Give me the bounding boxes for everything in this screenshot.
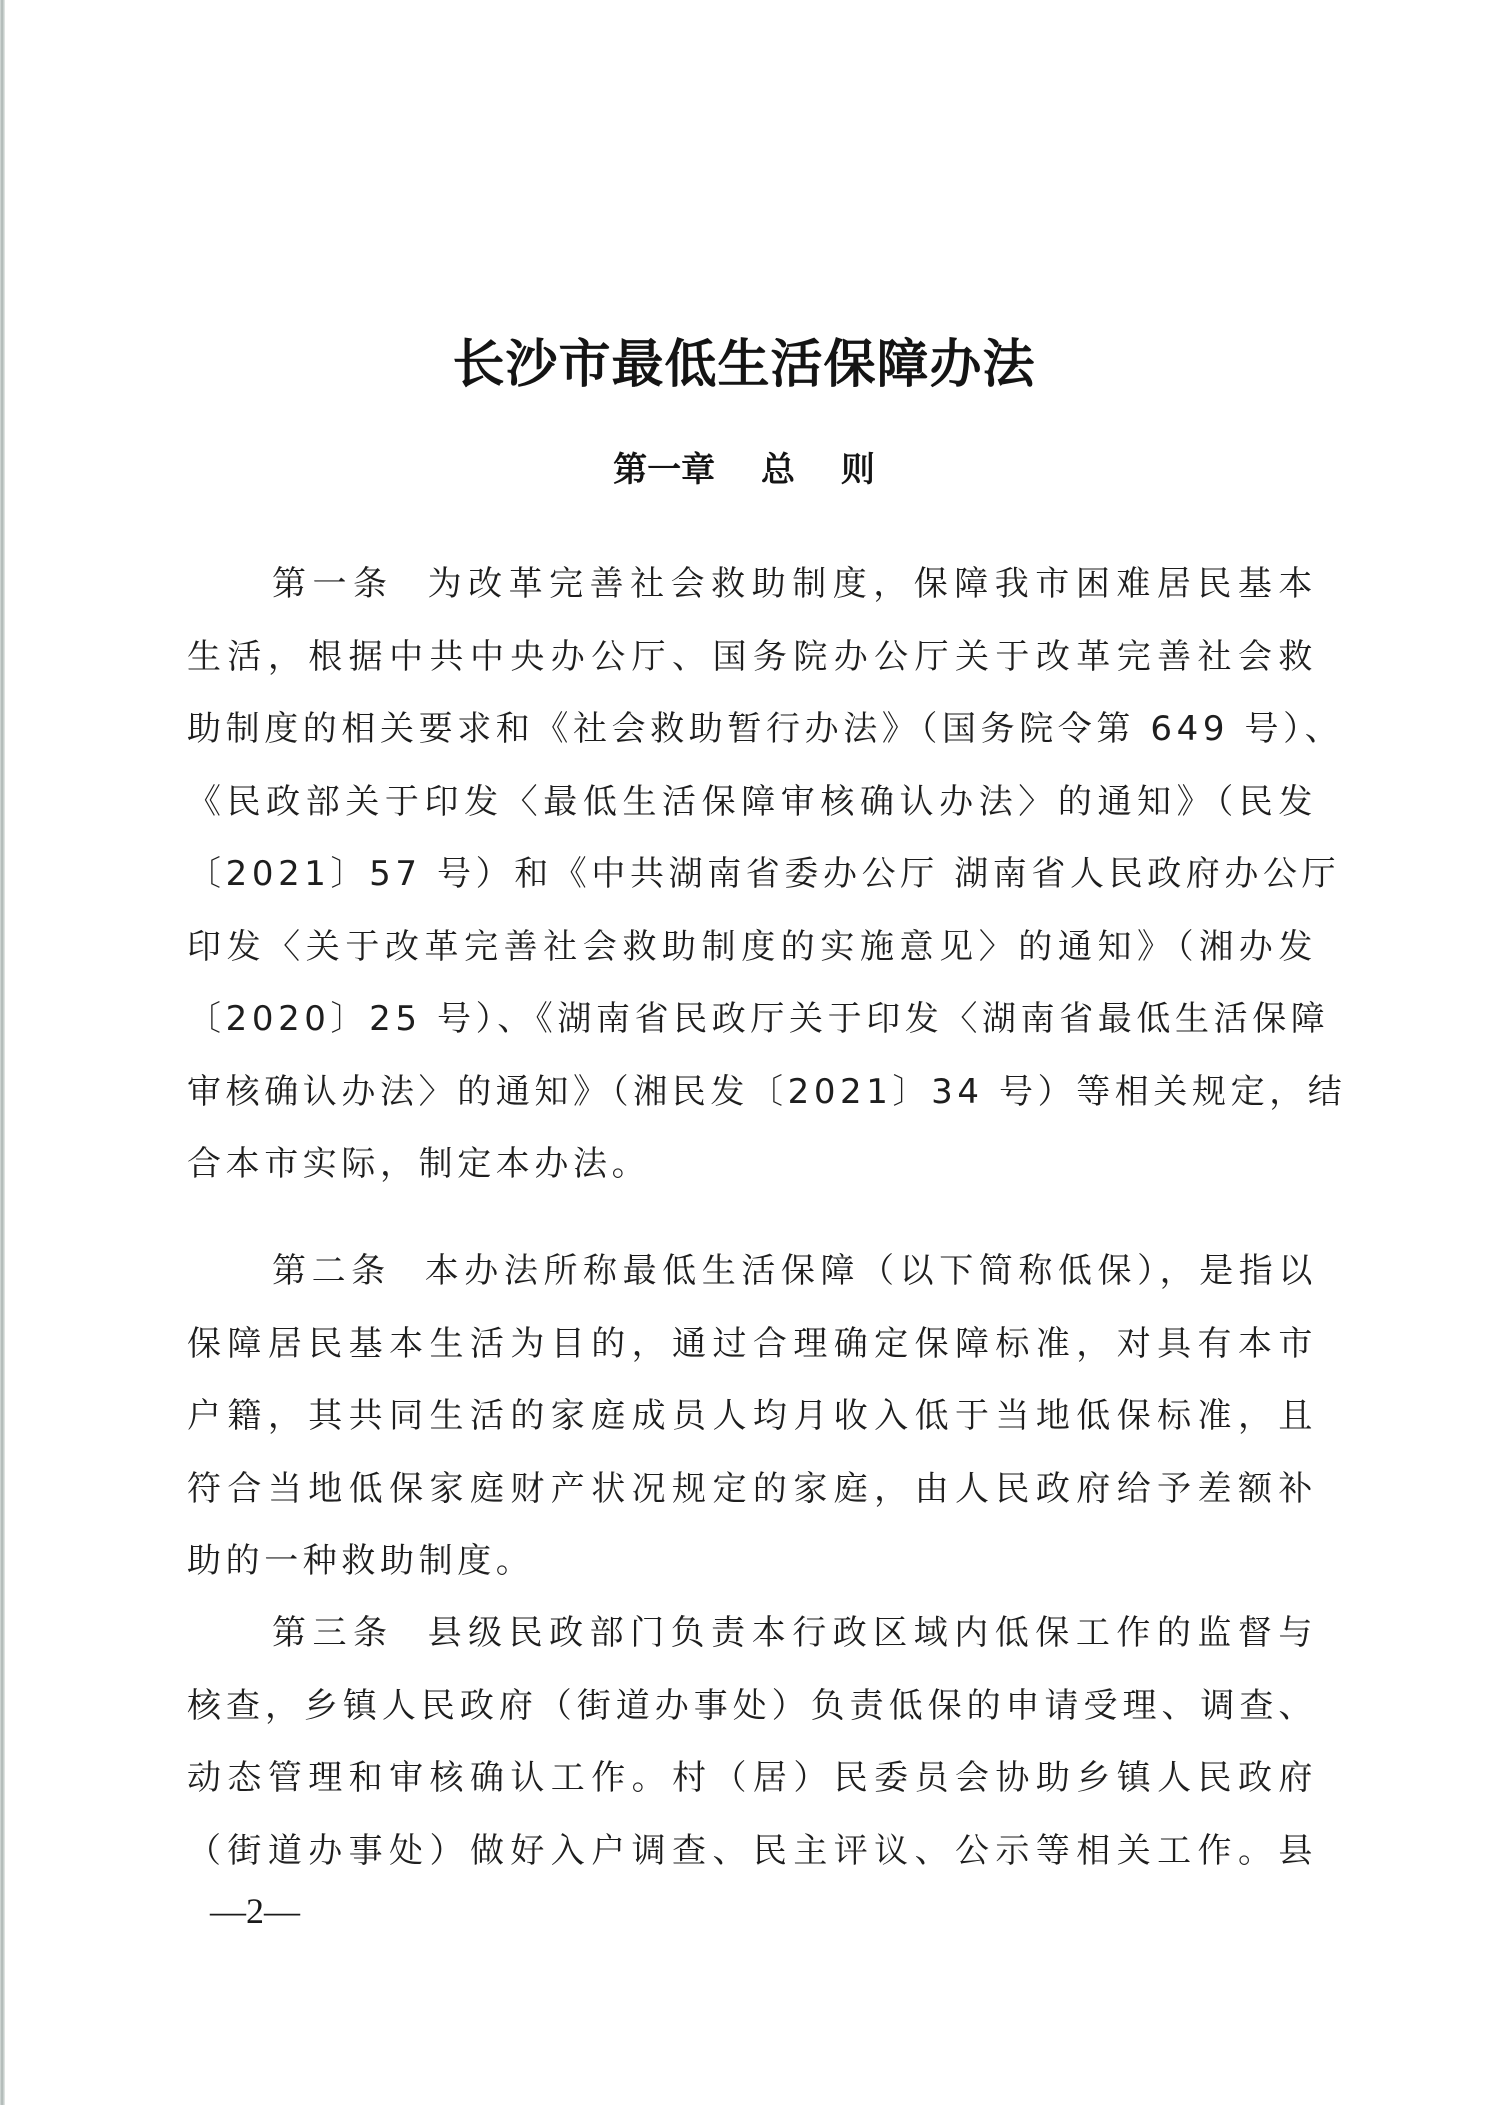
article-line: 符合当地低保家庭财产状况规定的家庭，由人民政府给予差额补	[187, 1468, 1317, 1509]
article-text: 县级民政部门负责本行政区域内低保工作的监督与	[427, 1613, 1317, 1653]
article-line: 动态管理和审核确认工作。村（居）民委员会协助乡镇人民政府	[187, 1758, 1317, 1798]
article-line: 审核确认办法〉的通知》（湘民发〔2021〕34 号）等相关规定，结	[187, 1071, 1347, 1112]
article-line: 户籍，其共同生活的家庭成员人均月收入低于当地低保标准，且	[187, 1396, 1317, 1436]
chapter-heading: 第一章 总 则	[613, 450, 875, 490]
article-text: 为改革完善社会救助制度，保障我市困难居民基本	[427, 564, 1317, 604]
article-2	[187, 1235, 1317, 1598]
article-1	[187, 548, 1347, 1201]
article-line	[187, 1235, 1317, 1308]
article-text: 本办法所称最低生活保障（以下简称低保），是指以	[424, 1251, 1317, 1291]
article-label: 第二条	[272, 1251, 391, 1291]
article-line: 〔2020〕25 号）、《湖南省民政厅关于印发〈湖南省最低生活保障	[187, 999, 1330, 1039]
page-number: —2—	[210, 1891, 300, 1931]
article-line: 合本市实际，制定本办法。	[187, 1144, 651, 1184]
article-3	[187, 1597, 1317, 1887]
article-line	[187, 548, 1317, 621]
article-line: 助的一种救助制度。	[187, 1541, 535, 1581]
article-line: 〔2021〕57 号）和《中共湖南省委办公厅 湖南省人民政府办公厅	[187, 854, 1341, 894]
article-label: 第三条	[272, 1613, 394, 1653]
article-label: 第一条	[272, 564, 394, 604]
document-title: 长沙市最低生活保障办法	[452, 334, 1036, 395]
article-line	[187, 1597, 1317, 1670]
article-line: （街道办事处）做好入户调查、民主评议、公示等相关工作。县	[187, 1830, 1317, 1871]
article-line: 助制度的相关要求和《社会救助暂行办法》（国务院令第 649 号）、	[187, 709, 1344, 749]
article-line: 保障居民基本生活为目的，通过合理确定保障标准，对具有本市	[187, 1323, 1317, 1364]
article-line: 生活，根据中共中央办公厅、国务院办公厅关于改革完善社会救	[187, 636, 1317, 677]
article-line: 核查，乡镇人民政府（街道办事处）负责低保的申请受理、调查、	[187, 1685, 1317, 1726]
article-line: 《民政部关于印发〈最低生活保障审核确认办法〉的通知》（民发	[187, 781, 1317, 822]
article-line: 印发〈关于改革完善社会救助制度的实施意见〉的通知》（湘办发	[187, 926, 1317, 967]
